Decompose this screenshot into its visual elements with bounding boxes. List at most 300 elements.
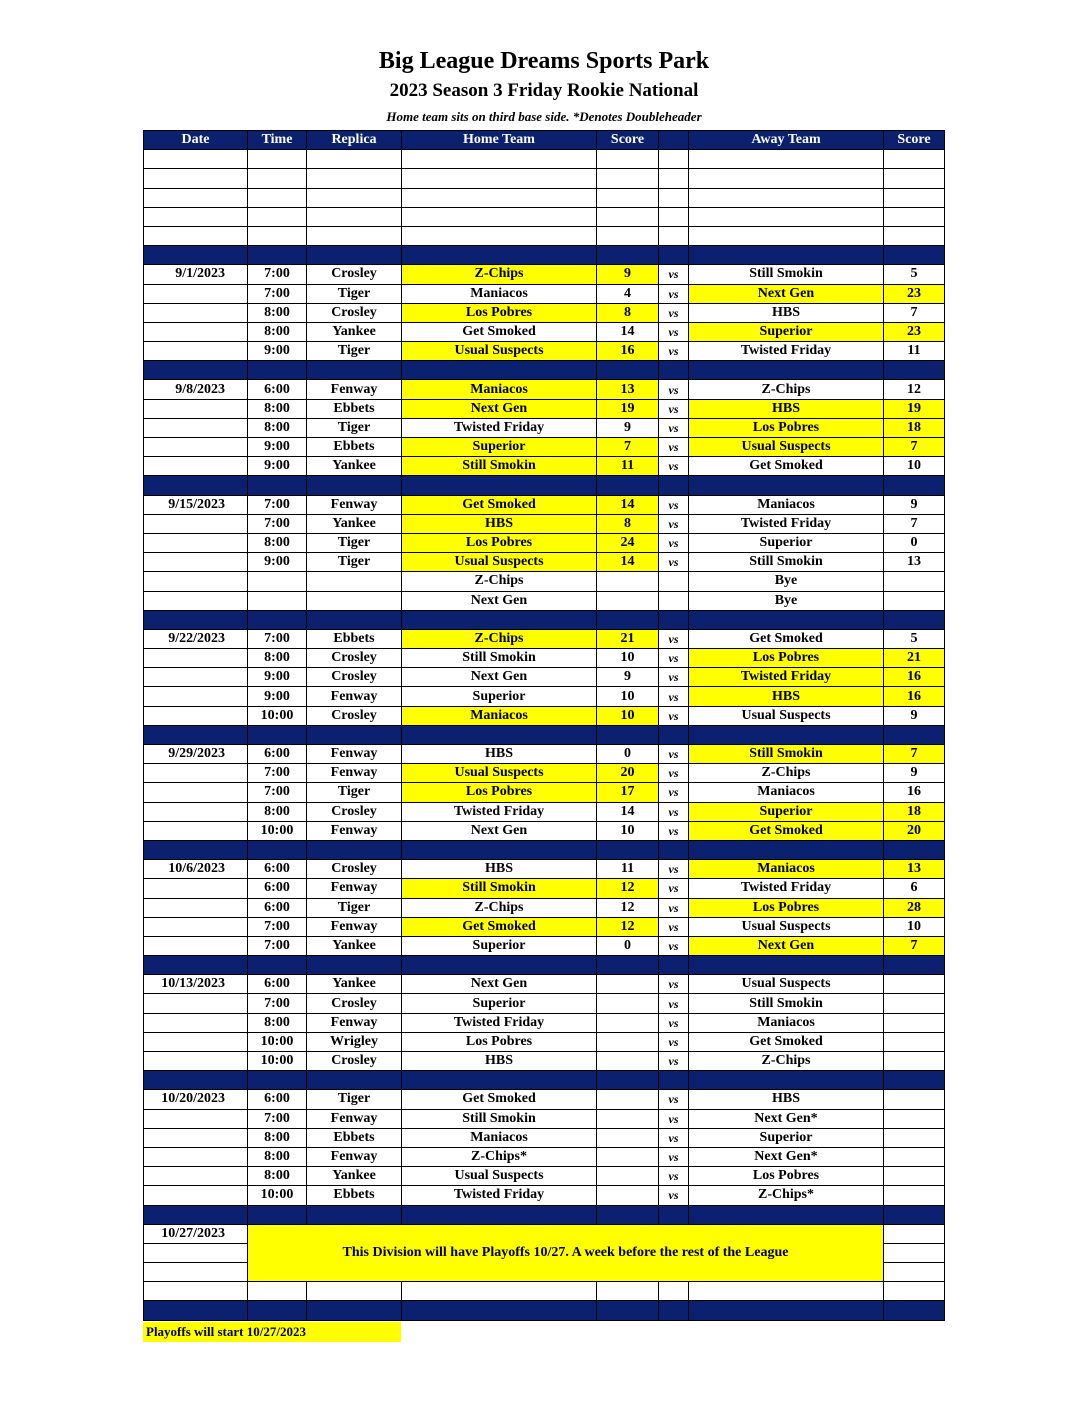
empty-cell [597,476,659,495]
header-row [144,131,945,150]
away-team: Still Smokin [689,553,884,572]
blank-row [144,150,945,169]
empty-cell [659,207,689,226]
vs-label: vs [659,1032,689,1051]
game-time: 6:00 [248,879,307,898]
away-team: Z-Chips [689,764,884,783]
field-replica: Yankee [307,975,402,994]
home-score: 12 [597,917,659,936]
away-score [884,1167,945,1186]
game-time [248,572,307,591]
away-score: 18 [884,802,945,821]
field-replica: Crosley [307,668,402,687]
empty-cell [597,725,659,744]
empty-cell [144,1167,248,1186]
field-replica: Fenway [307,687,402,706]
week-separator [144,840,945,859]
home-team: Maniacos [402,284,597,303]
home-score: 9 [597,418,659,437]
empty-cell [307,246,402,265]
empty-cell [597,1071,659,1090]
empty-cell [144,994,248,1013]
vs-label: vs [659,514,689,533]
game-time: 6:00 [248,975,307,994]
empty-cell [689,150,884,169]
empty-cell [248,1071,307,1090]
empty-cell [248,150,307,169]
vs-label: vs [659,284,689,303]
empty-cell [248,207,307,226]
empty-cell [144,1301,248,1320]
home-score: 10 [597,706,659,725]
empty-cell [144,361,248,380]
empty-cell [402,226,597,245]
field-replica: Crosley [307,802,402,821]
week-date: 9/1/2023 [144,265,248,284]
empty-cell [884,956,945,975]
vs-label: vs [659,821,689,840]
empty-cell [144,879,248,898]
home-team: Z-Chips [402,898,597,917]
empty-cell [144,246,248,265]
home-score: 14 [597,495,659,514]
away-score: 7 [884,303,945,322]
away-team: Next Gen* [689,1147,884,1166]
away-score [884,1109,945,1128]
game-row [144,303,945,322]
home-score [597,1090,659,1109]
empty-cell [402,1205,597,1224]
away-team: HBS [689,399,884,418]
empty-cell [689,1205,884,1224]
empty-cell [248,725,307,744]
empty-cell [659,169,689,188]
game-time: 8:00 [248,303,307,322]
empty-cell [144,399,248,418]
empty-cell [402,1282,597,1301]
vs-label: vs [659,1128,689,1147]
field-replica [307,572,402,591]
game-row [144,668,945,687]
empty-cell [659,226,689,245]
away-team: Get Smoked [689,457,884,476]
game-row [144,994,945,1013]
empty-cell [689,169,884,188]
home-score: 24 [597,533,659,552]
empty-cell [884,169,945,188]
week-separator [144,956,945,975]
away-score: 12 [884,380,945,399]
game-time: 7:00 [248,514,307,533]
away-score: 28 [884,898,945,917]
game-time [248,591,307,610]
empty-cell [659,1301,689,1320]
game-row [144,572,945,591]
away-score: 7 [884,936,945,955]
away-score [884,1032,945,1051]
empty-cell [659,1071,689,1090]
empty-cell [689,207,884,226]
away-score: 9 [884,495,945,514]
playoffs-footer: Playoffs will start 10/27/2023 [143,1322,401,1342]
vs-label: vs [659,399,689,418]
col-header-time: Time [248,131,307,150]
away-score: 18 [884,418,945,437]
schedule-body [144,150,945,1320]
vs-label: vs [659,380,689,399]
empty-cell [144,1071,248,1090]
game-row [144,1032,945,1051]
away-score: 5 [884,629,945,648]
home-team: HBS [402,745,597,764]
field-replica: Crosley [307,649,402,668]
home-team: HBS [402,860,597,879]
game-time: 10:00 [248,1032,307,1051]
empty-cell [144,1147,248,1166]
empty-cell [402,956,597,975]
home-score [597,1109,659,1128]
vs-label: vs [659,1052,689,1071]
home-score: 14 [597,322,659,341]
field-replica: Ebbets [307,399,402,418]
away-team: Still Smokin [689,265,884,284]
field-replica: Ebbets [307,629,402,648]
empty-cell [402,169,597,188]
empty-cell [689,246,884,265]
home-score: 10 [597,649,659,668]
home-score [597,1013,659,1032]
home-score: 19 [597,399,659,418]
game-time: 8:00 [248,1147,307,1166]
away-team: Next Gen [689,936,884,955]
empty-cell [307,725,402,744]
game-time: 8:00 [248,418,307,437]
away-team: Los Pobres [689,898,884,917]
field-replica: Fenway [307,917,402,936]
away-score: 11 [884,342,945,361]
empty-cell [248,1205,307,1224]
vs-label: vs [659,1013,689,1032]
empty-cell [307,150,402,169]
game-time: 9:00 [248,438,307,457]
empty-cell [689,1071,884,1090]
home-score: 16 [597,342,659,361]
empty-cell [144,802,248,821]
home-team: Still Smokin [402,649,597,668]
game-time: 7:00 [248,917,307,936]
col-header-home-team: Home Team [402,131,597,150]
col-header-replica: Replica [307,131,402,150]
schedule-table [143,130,945,1321]
away-score: 5 [884,265,945,284]
game-time: 6:00 [248,1090,307,1109]
empty-cell [144,207,248,226]
field-replica: Crosley [307,860,402,879]
game-row [144,533,945,552]
away-score: 7 [884,438,945,457]
home-score: 9 [597,265,659,284]
game-time: 7:00 [248,495,307,514]
empty-cell [144,322,248,341]
away-score [884,975,945,994]
game-time: 7:00 [248,629,307,648]
field-replica: Yankee [307,1167,402,1186]
field-replica: Wrigley [307,1032,402,1051]
home-score [597,1167,659,1186]
away-team: HBS [689,1090,884,1109]
week-date: 10/6/2023 [144,860,248,879]
game-row [144,629,945,648]
empty-cell [689,226,884,245]
week-date: 9/8/2023 [144,380,248,399]
empty-cell [144,687,248,706]
empty-cell [144,438,248,457]
vs-label: vs [659,1167,689,1186]
game-row [144,1186,945,1205]
empty-cell [307,1071,402,1090]
playoff-row [144,1224,945,1243]
empty-cell [144,936,248,955]
game-time: 10:00 [248,821,307,840]
game-row [144,860,945,879]
game-row [144,975,945,994]
away-team: Maniacos [689,1013,884,1032]
empty-cell [689,725,884,744]
game-row [144,342,945,361]
empty-cell [689,361,884,380]
home-team: Still Smokin [402,1109,597,1128]
home-team: Z-Chips [402,629,597,648]
away-score: 7 [884,745,945,764]
vs-label: vs [659,495,689,514]
game-row [144,706,945,725]
game-time: 9:00 [248,342,307,361]
field-replica: Tiger [307,783,402,802]
empty-cell [248,1282,307,1301]
home-team: Next Gen [402,399,597,418]
game-row [144,745,945,764]
away-team: Superior [689,533,884,552]
vs-label: vs [659,629,689,648]
home-score [597,1128,659,1147]
field-replica: Yankee [307,322,402,341]
empty-cell [144,1109,248,1128]
page-subtitle: 2023 Season 3 Friday Rookie National [389,80,699,101]
game-row [144,265,945,284]
game-time: 8:00 [248,802,307,821]
empty-cell [248,169,307,188]
empty-cell [144,553,248,572]
week-separator [144,1301,945,1320]
empty-cell [248,226,307,245]
field-replica: Fenway [307,380,402,399]
game-row [144,418,945,437]
home-team: Next Gen [402,668,597,687]
game-time: 7:00 [248,994,307,1013]
empty-cell [884,1071,945,1090]
empty-cell [402,476,597,495]
game-row [144,1090,945,1109]
empty-cell [307,956,402,975]
game-row [144,649,945,668]
away-team: Maniacos [689,495,884,514]
vs-label: vs [659,936,689,955]
empty-cell [597,610,659,629]
field-replica: Fenway [307,821,402,840]
home-team: Los Pobres [402,303,597,322]
empty-cell [659,725,689,744]
away-team: Bye [689,572,884,591]
empty-cell [884,725,945,744]
empty-cell [144,284,248,303]
away-team: Usual Suspects [689,975,884,994]
home-score: 8 [597,514,659,533]
empty-cell [402,361,597,380]
game-time: 6:00 [248,898,307,917]
home-team: Los Pobres [402,1032,597,1051]
away-score [884,591,945,610]
away-team: Z-Chips [689,380,884,399]
home-score: 17 [597,783,659,802]
vs-label: vs [659,802,689,821]
empty-cell [884,246,945,265]
away-score [884,1013,945,1032]
empty-cell [659,476,689,495]
away-team: Los Pobres [689,1167,884,1186]
empty-cell [402,1071,597,1090]
away-team: Maniacos [689,860,884,879]
empty-cell [597,956,659,975]
home-score [597,1147,659,1166]
empty-cell [144,591,248,610]
game-row [144,284,945,303]
empty-cell [689,476,884,495]
away-team: Twisted Friday [689,342,884,361]
empty-cell [689,1301,884,1320]
empty-cell [597,1282,659,1301]
home-team: Twisted Friday [402,418,597,437]
page-title: Big League Dreams Sports Park [378,48,710,74]
game-row [144,936,945,955]
game-time: 7:00 [248,1109,307,1128]
empty-cell [597,150,659,169]
game-row [144,821,945,840]
game-time: 9:00 [248,553,307,572]
empty-cell [402,840,597,859]
game-time: 8:00 [248,322,307,341]
away-score [884,1147,945,1166]
home-score: 21 [597,629,659,648]
empty-cell [689,610,884,629]
empty-cell [144,418,248,437]
home-team: Usual Suspects [402,553,597,572]
empty-cell [144,572,248,591]
away-score [884,1128,945,1147]
empty-cell [884,1205,945,1224]
home-team: Get Smoked [402,1090,597,1109]
col-header-vs [659,131,689,150]
empty-cell [144,1263,248,1282]
field-replica: Yankee [307,514,402,533]
empty-cell [689,840,884,859]
home-score [597,975,659,994]
empty-cell [659,1205,689,1224]
away-team: Superior [689,802,884,821]
home-score: 11 [597,860,659,879]
empty-cell [402,246,597,265]
empty-cell [659,188,689,207]
vs-label: vs [659,533,689,552]
empty-cell [597,246,659,265]
playoff-notice: This Division will have Playoffs 10/27. A week before the rest of the League [248,1224,884,1282]
game-row [144,438,945,457]
home-score: 0 [597,745,659,764]
home-score [597,1052,659,1071]
away-team: Superior [689,322,884,341]
home-score [597,1186,659,1205]
empty-cell [248,840,307,859]
empty-cell [597,226,659,245]
game-time: 8:00 [248,1128,307,1147]
empty-cell [144,533,248,552]
vs-label: vs [659,706,689,725]
empty-cell [597,188,659,207]
empty-cell [307,1205,402,1224]
field-replica: Fenway [307,745,402,764]
week-separator [144,610,945,629]
game-row [144,514,945,533]
vs-label: vs [659,668,689,687]
empty-cell [307,226,402,245]
empty-cell [597,169,659,188]
empty-cell [144,342,248,361]
field-replica: Tiger [307,553,402,572]
home-score: 11 [597,457,659,476]
empty-cell [659,591,689,610]
empty-cell [659,840,689,859]
away-score [884,1186,945,1205]
week-date: 9/22/2023 [144,629,248,648]
away-score: 10 [884,457,945,476]
empty-cell [689,188,884,207]
home-team: Usual Suspects [402,342,597,361]
empty-cell [402,725,597,744]
away-team: Still Smokin [689,994,884,1013]
home-team: Superior [402,994,597,1013]
home-team: Twisted Friday [402,1013,597,1032]
blank-row [144,226,945,245]
away-score: 0 [884,533,945,552]
empty-cell [144,840,248,859]
home-score: 9 [597,668,659,687]
week-separator [144,361,945,380]
vs-label: vs [659,1147,689,1166]
away-team: Los Pobres [689,418,884,437]
empty-cell [884,840,945,859]
vs-label: vs [659,265,689,284]
vs-label: vs [659,342,689,361]
away-score: 16 [884,668,945,687]
home-team: HBS [402,514,597,533]
blank-row [144,188,945,207]
empty-cell [884,476,945,495]
week-separator [144,1071,945,1090]
game-row [144,399,945,418]
empty-cell [689,956,884,975]
empty-cell [884,610,945,629]
empty-cell [659,572,689,591]
home-score: 10 [597,687,659,706]
